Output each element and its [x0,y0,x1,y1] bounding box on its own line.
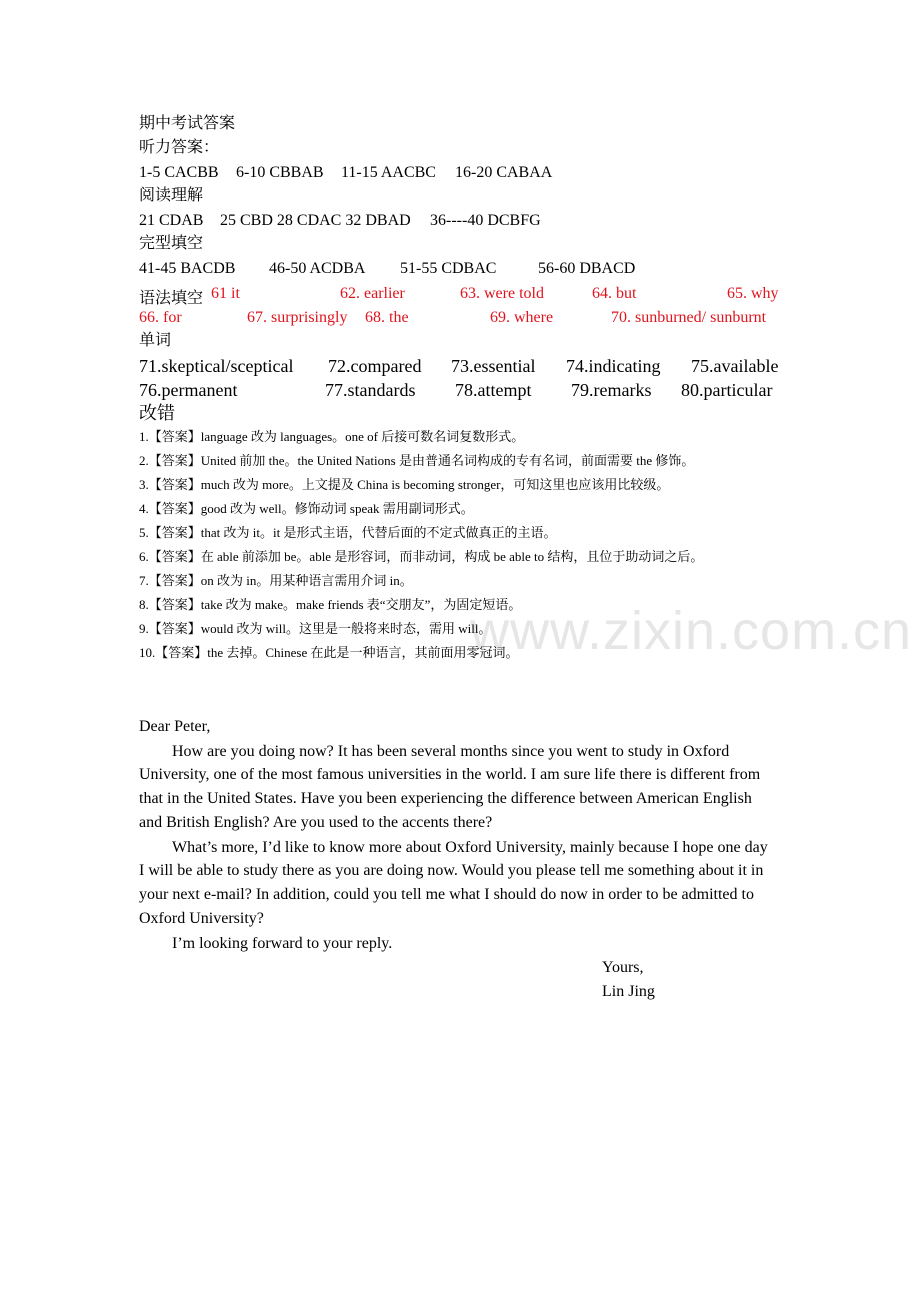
letter-line: What’s more, I’d like to know more about Oxford University, mainly because I hope one day [172,839,768,856]
cloze-answer: 46-50 ACDBA [269,260,366,277]
reading-answer: 36----40 DCBFG [430,212,541,229]
letter-signature: Lin Jing [602,983,655,1000]
correction-item: 4.【答案】good 改为 well。修饰动词 speak 需用副词形式。 [139,501,474,516]
letter-closing: Yours, [602,959,644,976]
correction-item: 6.【答案】在 able 前添加 be。able 是形容词，而非动词，构成 be able to 结构，且位于助动词之后。 [139,549,704,564]
listening-answer: 6-10 CBBAB [236,164,324,181]
vocabulary-answer: 74.indicating [566,356,661,376]
correction-item: 9.【答案】would 改为 will。这里是一般将来时态，需用 will。 [139,621,492,636]
letter-line: How are you doing now? It has been several months since you went to study in Oxford [172,743,730,760]
correction-item: 3.【答案】much 改为 more。上文提及 China is becoming stronger，可知这里也应该用比较级。 [139,477,670,492]
correction-item: 10.【答案】the 去掉。Chinese 在此是一种语言，其前面用零冠词。 [139,645,519,660]
reading-answer: 25 CBD 28 CDAC 32 DBAD [220,212,411,229]
listening-answer: 1-5 CACBB [139,164,219,181]
vocabulary-answer: 80.particular [681,380,773,400]
letter-line: I will be able to study there as you are doing now. Would you please tell me something about it in [139,862,764,879]
vocabulary-answer: 72.compared [328,356,422,376]
correction-item: 5.【答案】that 改为 it。it 是形式主语，代替后面的不定式做真正的主语。 [139,525,557,540]
vocabulary-answer: 71.skeptical/sceptical [139,356,294,376]
page-title: 期中考试答案 [139,115,236,132]
listening-answer: 16-20 CABAA [455,164,553,181]
letter-salutation: Dear Peter, [139,718,211,735]
listening-answer: 11-15 AACBC [341,164,436,181]
letter-line: and British English? Are you used to the accents there? [139,814,493,831]
correction-item: 7.【答案】on 改为 in。用某种语言需用介词 in。 [139,573,413,588]
correction-heading: 改错 [139,403,175,423]
cloze-answer: 41-45 BACDB [139,260,236,277]
vocabulary-answer: 78.attempt [455,380,532,400]
watermark: www.zixin.com.cn [470,601,913,661]
letter-line: your next e-mail? In addition, could you tell me what I should do now in order to be admitted to [139,886,754,903]
listening-heading: 听力答案： [139,139,220,156]
correction-item: 1.【答案】language 改为 languages。one of 后接可数名词复数形式。 [139,429,525,444]
grammar-answer: 61 it [211,285,240,302]
vocabulary-answer: 79.remarks [571,380,652,400]
grammar-answer: 67. surprisingly [247,309,348,326]
cloze-answer: 51-55 CDBAC [400,260,497,277]
cloze-heading: 完型填空 [139,235,204,252]
grammar-heading: 语法填空 [139,290,204,307]
vocabulary-answer: 73.essential [451,356,536,376]
reading-heading: 阅读理解 [139,187,204,204]
vocabulary-answer: 75.available [691,356,779,376]
grammar-answer: 69. where [490,309,554,326]
vocabulary-heading: 单词 [139,332,172,349]
vocabulary-answer: 76.permanent [139,380,238,400]
grammar-answer: 64. but [592,285,637,302]
correction-item: 2.【答案】United 前加 the。the United Nations 是由普通名词构成的专有名词，前面需要 the 修饰。 [139,453,695,468]
letter-line: I’m looking forward to your reply. [172,935,393,952]
grammar-answer: 62. earlier [340,285,405,302]
grammar-answer: 65. why [727,285,779,302]
cloze-answer: 56-60 DBACD [538,260,636,277]
letter-line: that in the United States. Have you been experiencing the difference between American English [139,790,752,807]
grammar-answer: 66. for [139,309,182,326]
vocabulary-answer: 77.standards [325,380,416,400]
grammar-answer: 68. the [365,309,409,326]
grammar-answer: 70. sunburned/ sunburnt [611,309,767,326]
letter-line: University, one of the most famous universities in the world. I am sure life there is different from [139,766,761,783]
letter-line: Oxford University? [139,910,264,927]
reading-answer: 21 CDAB [139,212,204,229]
grammar-answer: 63. were told [460,285,544,302]
correction-item: 8.【答案】take 改为 make。make friends 表“交朋友”，为固定短语。 [139,597,522,612]
